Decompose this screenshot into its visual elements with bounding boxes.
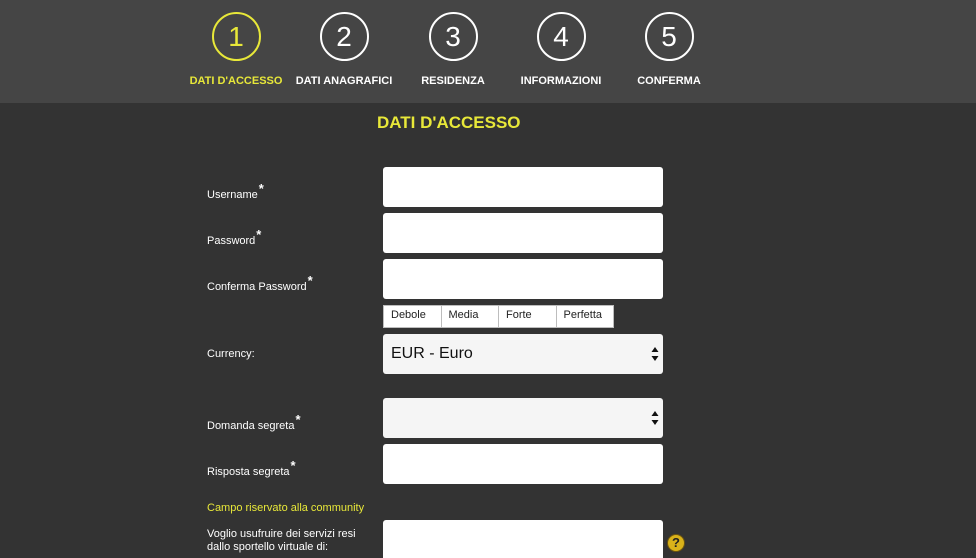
password-input[interactable] [383, 213, 663, 253]
password-label-text: Password [207, 235, 256, 247]
step-3[interactable] [398, 12, 508, 87]
password-label [207, 228, 261, 248]
secret-question-select[interactable] [383, 398, 663, 438]
page-title: DATI D'ACCESSO [377, 113, 521, 132]
secret-answer-input[interactable] [383, 444, 663, 484]
step-1[interactable] [181, 12, 291, 87]
step-number-circle: 5 [645, 12, 694, 61]
required-marker: * [258, 181, 264, 196]
currency-selected-value: EUR - Euro [391, 345, 473, 362]
username-input[interactable] [383, 167, 663, 207]
step-5[interactable] [614, 12, 724, 87]
step-number-circle: 4 [537, 12, 586, 61]
required-marker: * [307, 273, 313, 288]
step-2[interactable] [289, 12, 399, 87]
strength-weak: Debole [384, 306, 442, 327]
step-label: CONFERMA [637, 75, 701, 87]
step-label: RESIDENZA [421, 75, 485, 87]
secret-question-label [207, 413, 301, 433]
required-marker: * [256, 227, 262, 242]
step-label: INFORMAZIONI [520, 75, 602, 87]
strength-medium: Media [442, 306, 500, 327]
step-number-circle: 2 [320, 12, 369, 61]
secret-answer-label-text: Risposta segreta [207, 466, 290, 478]
step-label: DATI ANAGRAFICI [295, 75, 393, 87]
step-number-circle: 3 [429, 12, 478, 61]
secret-answer-label [207, 459, 296, 479]
confirm-password-label-text: Conferma Password [207, 281, 307, 293]
question-mark-icon[interactable]: ? [667, 534, 685, 552]
select-arrows-icon [651, 346, 659, 362]
confirm-password-label [207, 274, 313, 294]
currency-select[interactable] [383, 334, 663, 374]
step-number-circle: 1 [212, 12, 261, 61]
select-arrows-icon [651, 410, 659, 426]
step-4[interactable] [506, 12, 616, 87]
services-field[interactable] [383, 520, 663, 558]
community-note: Campo riservato alla community [207, 502, 365, 514]
username-label-text: Username [207, 189, 258, 201]
strength-strong: Forte [499, 306, 557, 327]
required-marker: * [290, 458, 296, 473]
password-strength-meter [383, 305, 614, 328]
step-label: DATI D'ACCESSO [189, 75, 283, 87]
progress-stepper [0, 0, 976, 103]
secret-question-label-text: Domanda segreta [207, 420, 295, 432]
required-marker: * [295, 412, 301, 427]
currency-label: Currency: [207, 348, 255, 360]
username-label [207, 182, 264, 202]
services-label: Voglio usufruire dei servizi resi dallo sportello virtuale di: [207, 528, 356, 553]
strength-perfect: Perfetta [563, 309, 603, 321]
confirm-password-input[interactable] [383, 259, 663, 299]
